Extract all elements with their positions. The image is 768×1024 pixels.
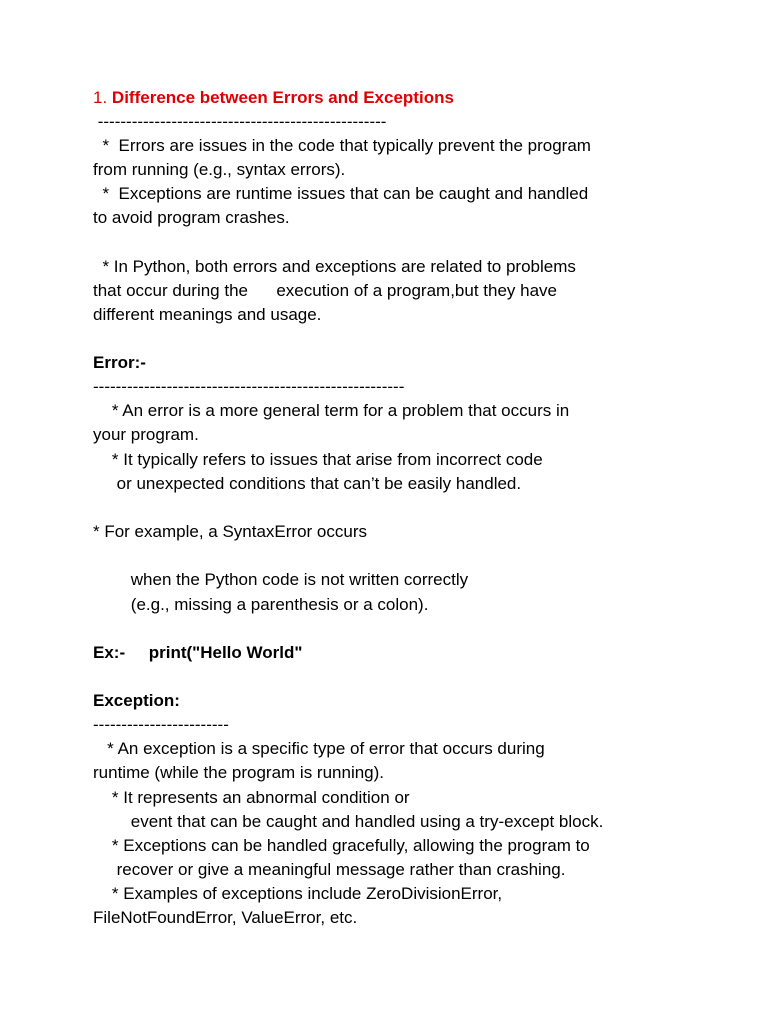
error-example-line: when the Python code is not written correctly	[93, 570, 469, 589]
heading-rule: ---------------------------------------------------	[93, 112, 387, 131]
error-line: * It typically refers to issues that arise from incorrect code	[93, 450, 543, 469]
exception-rule: ------------------------	[93, 715, 229, 734]
heading-number: 1.	[93, 88, 108, 107]
section-heading	[93, 86, 454, 110]
intro-line: * Errors are issues in the code that typically prevent the program	[93, 136, 591, 155]
error-line: your program.	[93, 425, 199, 444]
python-note-line: * In Python, both errors and exceptions are related to problems	[93, 257, 576, 276]
intro-line: from running (e.g., syntax errors).	[93, 160, 346, 179]
intro-line: to avoid program crashes.	[93, 208, 290, 227]
python-note-line: different meanings and usage.	[93, 305, 322, 324]
error-line: or unexpected conditions that can’t be easily handled.	[93, 474, 522, 493]
error-example-intro: * For example, a SyntaxError occurs	[93, 522, 367, 541]
error-example-line: (e.g., missing a parenthesis or a colon).	[93, 595, 429, 614]
exception-line: recover or give a meaningful message rather than crashing.	[93, 860, 566, 879]
error-line: * An error is a more general term for a problem that occurs in	[93, 401, 570, 420]
exception-line: * It represents an abnormal condition or	[93, 788, 410, 807]
exception-line: FileNotFoundError, ValueError, etc.	[93, 908, 358, 927]
code-example: Ex:- print("Hello World"	[93, 643, 303, 662]
exception-line: * An exception is a specific type of error that occurs during	[93, 739, 545, 758]
exception-line: * Exceptions can be handled gracefully, allowing the program to	[93, 836, 590, 855]
exception-line: runtime (while the program is running).	[93, 763, 385, 782]
exception-line: event that can be caught and handled using a try-except block.	[93, 812, 604, 831]
exception-line: * Examples of exceptions include ZeroDivisionError,	[93, 884, 503, 903]
error-rule: -------------------------------------------------------	[93, 377, 405, 396]
intro-line: * Exceptions are runtime issues that can be caught and handled	[93, 184, 589, 203]
python-note-line: that occur during the execution of a program,but they have	[93, 281, 557, 300]
error-title: Error:-	[93, 353, 146, 372]
heading-title: Difference between Errors and Exceptions	[111, 88, 454, 107]
exception-title: Exception:	[93, 691, 180, 710]
